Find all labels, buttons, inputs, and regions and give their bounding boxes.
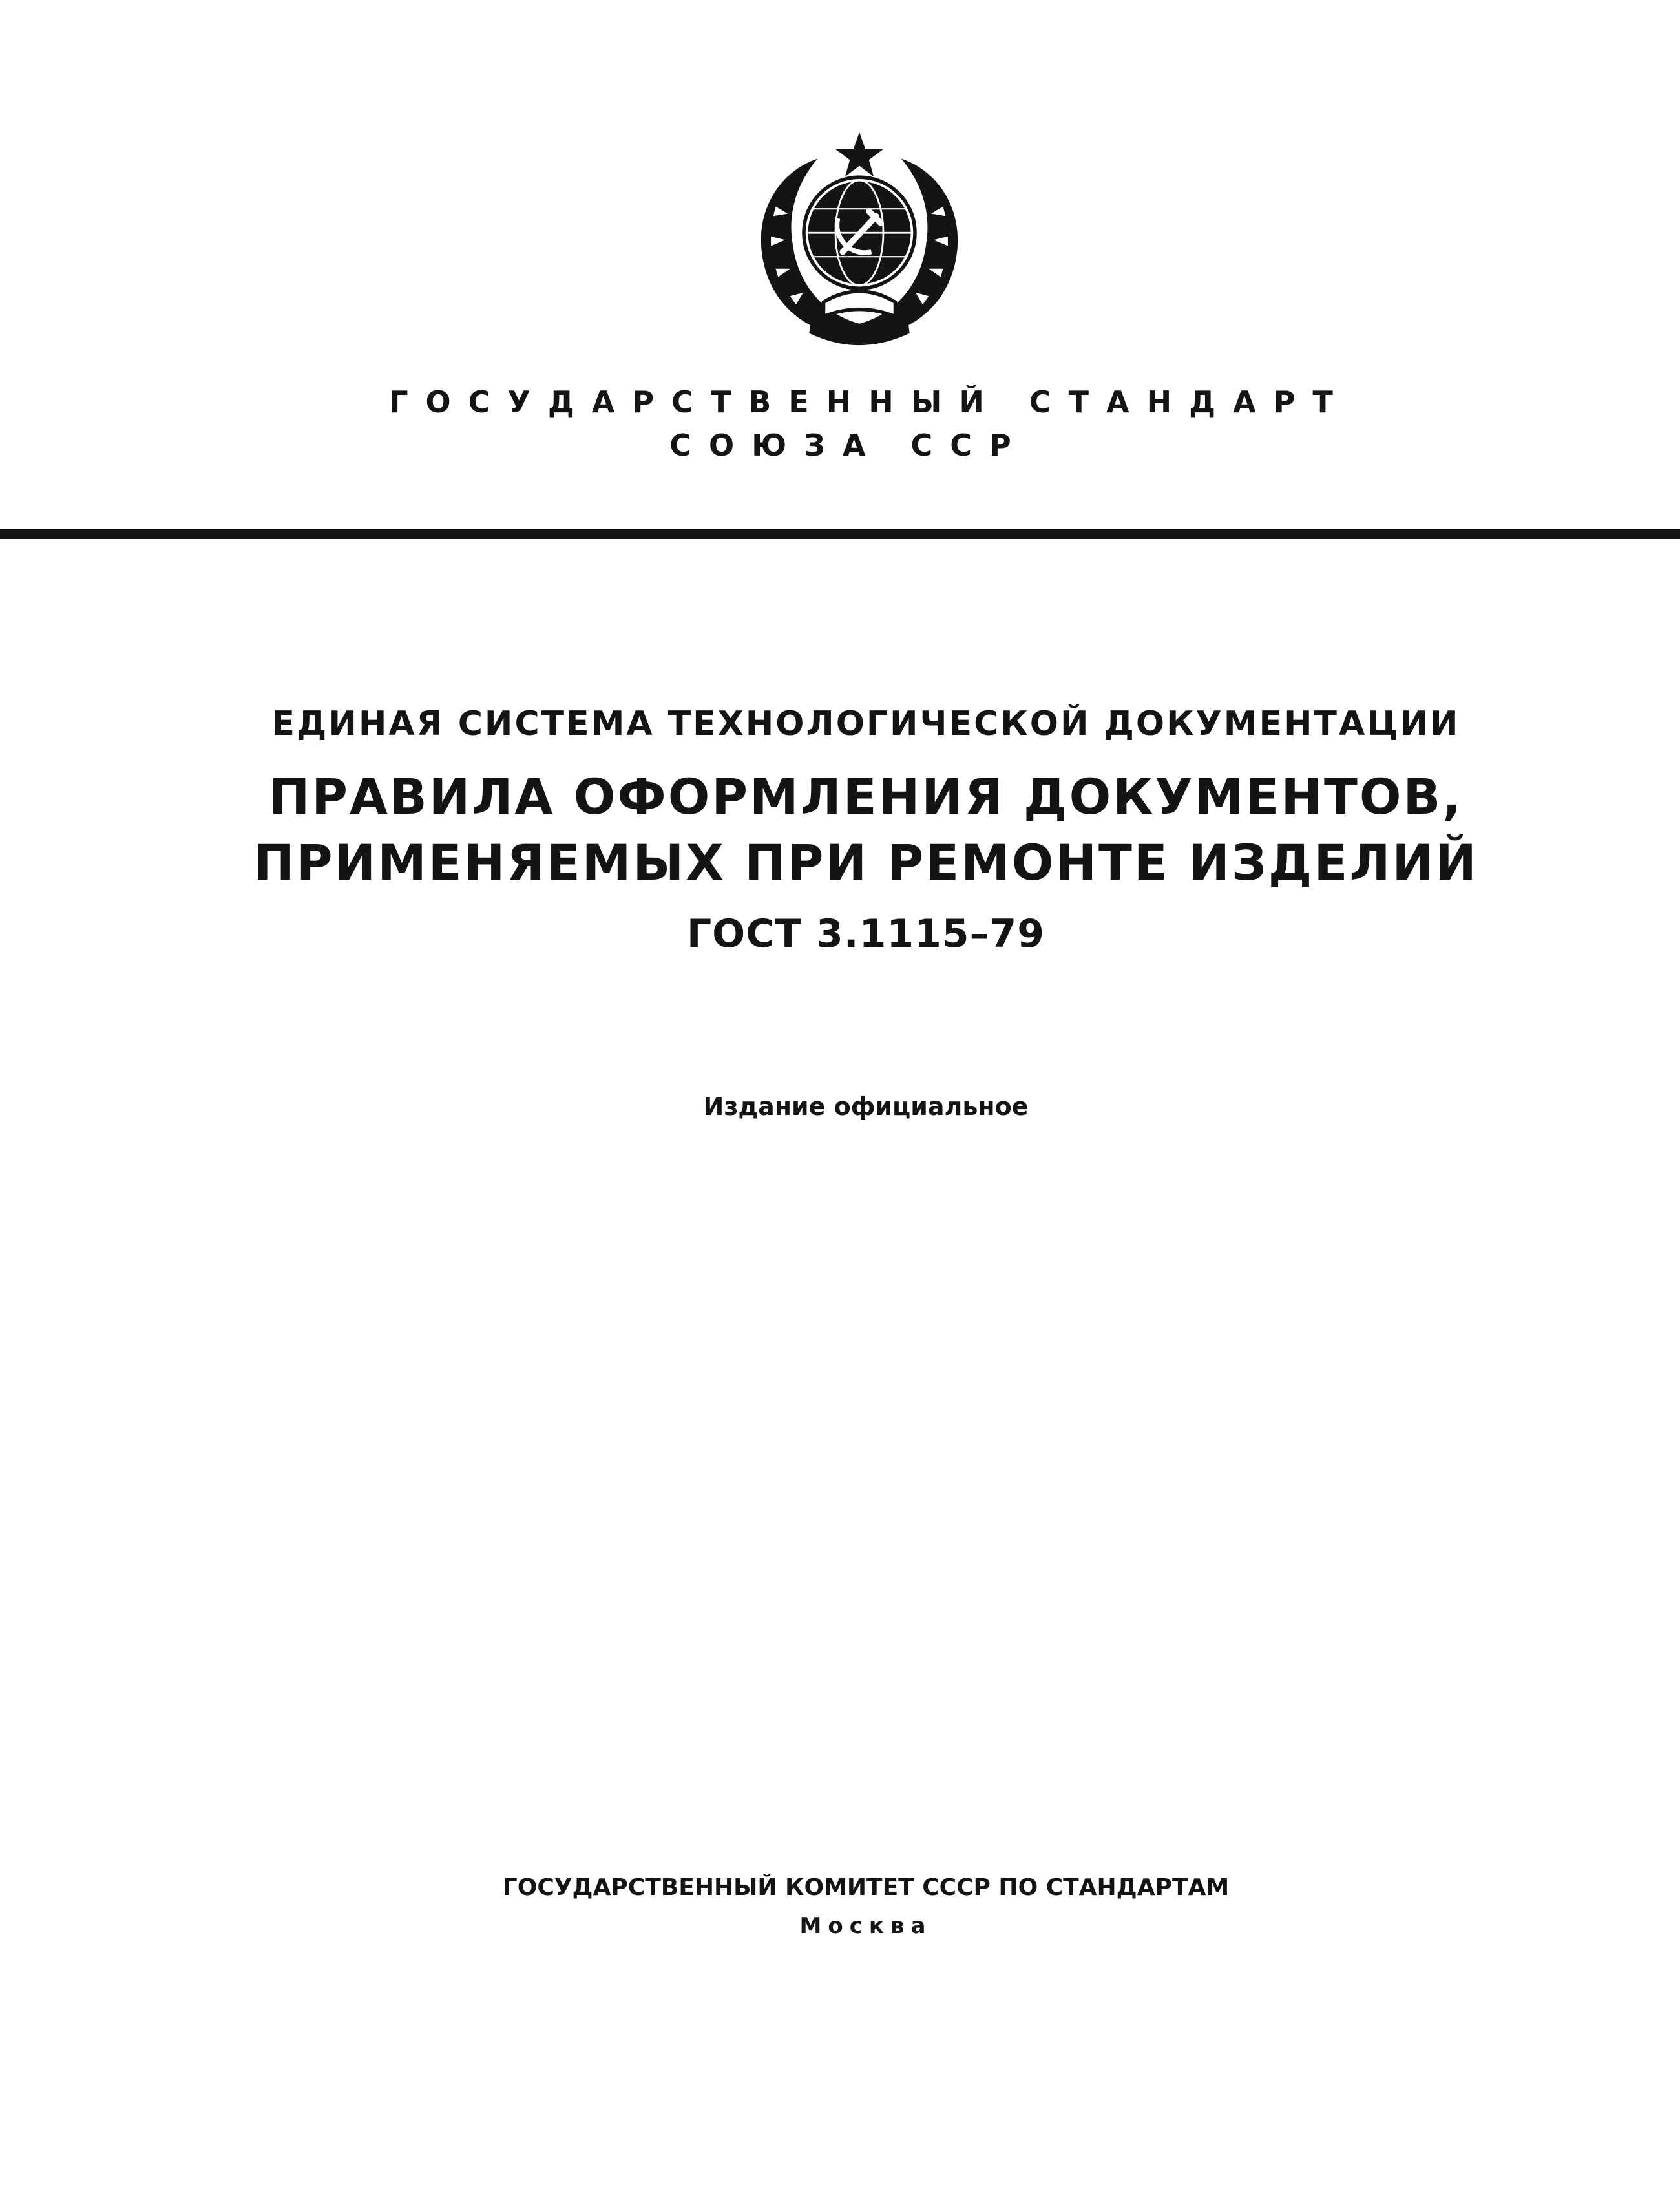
city: Москва [799,1913,932,1939]
divider [0,529,1680,539]
standard-code: ГОСТ 3.1115–79 [686,911,1045,957]
document-title-line1: ПРАВИЛА ОФОРМЛЕНИЯ ДОКУМЕНТОВ, [268,768,1464,825]
publisher: ГОСУДАРСТВЕННЫЙ КОМИТЕТ СССР ПО СТАНДАРТАМ [502,1874,1230,1901]
standard-series: ЕДИНАЯ СИСТЕМА ТЕХНОЛОГИЧЕСКОЙ ДОКУМЕНТАЦИИ [271,704,1460,743]
state-emblem-icon [740,123,979,362]
edition-note: Издание официальное [703,1092,1029,1121]
document-title-line2: ПРИМЕНЯЕМЫХ ПРИ РЕМОНТЕ ИЗДЕЛИЙ [253,834,1478,891]
header-union: СОЮЗА ССР [669,428,1029,463]
header-state-standard: ГОСУДАРСТВЕННЫЙ СТАНДАРТ [389,385,1350,419]
